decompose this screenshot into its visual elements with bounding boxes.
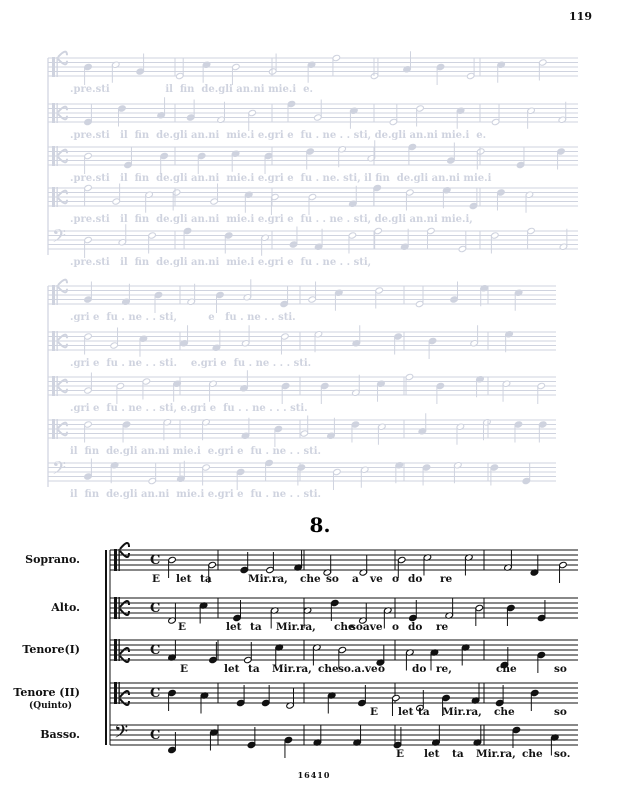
lyric-syllable: let (424, 748, 440, 760)
lyric-syllable: so (554, 706, 567, 718)
lyric-syllable: E (396, 748, 405, 760)
lyric-syllable: so (554, 663, 567, 675)
lyric-syllable: let (176, 573, 192, 585)
page-number: 119 (569, 10, 592, 23)
lyric-syllable: do (408, 621, 423, 633)
voice-name: Alto. (51, 601, 80, 614)
lyric-syllable: che (300, 573, 321, 585)
bass-clef-icon: 𝄢 (52, 458, 67, 484)
lyric-syllable: do (408, 573, 423, 585)
section-8-system (13, 543, 578, 760)
lyric-syllable: che (494, 706, 515, 718)
c-clef-icon (114, 639, 129, 662)
faded-system (48, 51, 578, 268)
lyric-syllable: E (152, 573, 161, 585)
time-signature: C (150, 553, 161, 568)
lyric-syllable: Mir.ra, (476, 748, 516, 760)
lyric-syllable: Mir.ra, (248, 573, 288, 585)
time-signature: C (150, 601, 161, 616)
c-clef-icon (52, 280, 67, 305)
faded-lyric: .gri e fu . ne . . sti. e.gri e fu . ne . . . sti. (70, 358, 312, 369)
lyric-syllable: E (180, 663, 189, 675)
faded-lyric: il fin de.gli an.ni mie.i e.gri e fu . ne . . sti. (70, 446, 322, 457)
voice-2 (50, 597, 578, 633)
lyric-syllable: so (326, 573, 339, 585)
voice-name: Tenore(I) (22, 643, 80, 656)
lyric-syllable: re, (436, 663, 452, 675)
voice-4 (13, 682, 578, 718)
c-clef-icon (114, 543, 129, 571)
lyric-syllable: E (370, 706, 379, 718)
time-signature: C (150, 686, 161, 701)
lyric-syllable: let (224, 663, 240, 675)
lyric-syllable: che (334, 621, 355, 633)
faded-system (48, 279, 556, 500)
plate-number: 16410 (297, 770, 331, 780)
lyric-syllable: do (412, 663, 427, 675)
faded-lyric: .gri e fu . ne . . sti, e fu . ne . . sti. (70, 312, 296, 323)
lyric-syllable: che (318, 663, 339, 675)
lyric-syllable: Mir.ra, (272, 663, 312, 675)
faded-lyric: .pre.sti il fin de.gli an.ni mie.i e.gri e fu . . ne . sti, de.gli an.ni mie.i, (70, 214, 473, 225)
lyric-syllable: che (522, 748, 543, 760)
lyric-syllable: o (392, 573, 400, 585)
voice-5 (40, 722, 578, 760)
lyric-syllable: so. (554, 748, 571, 760)
lyric-syllable: Mir.ra, (276, 621, 316, 633)
lyric-syllable: so.a.ve (338, 663, 378, 675)
section-number: 8. (309, 513, 331, 537)
voice-name: Basso. (40, 728, 80, 741)
lyric-syllable: ta (250, 621, 262, 633)
lyric-syllable: che (496, 663, 517, 675)
faded-lyric: .gri e fu . ne . . sti, e.gri e fu . . ne . . . sti. (70, 403, 308, 414)
bass-clef-icon: 𝄢 (52, 226, 67, 252)
lyric-syllable: re (440, 573, 453, 585)
faded-lyric: il fin de.gli an.ni mie.i e.gri e fu . ne . . sti. (70, 489, 322, 500)
faded-lyric: .pre.sti il fin de.gli an.ni mie.i e.gri e fu . ne . . sti, (70, 257, 372, 268)
voice-name: Tenore (II) (13, 686, 80, 699)
voice-name: Soprano. (25, 553, 80, 566)
lyric-syllable: a (352, 573, 359, 585)
lyric-syllable: ta (418, 706, 430, 718)
lyric-syllable: ta (200, 573, 212, 585)
lyric-syllable: ta (452, 748, 464, 760)
lyric-syllable: E (178, 621, 187, 633)
bass-clef-icon: 𝄢 (114, 722, 129, 747)
lyric-syllable: ta (248, 663, 260, 675)
c-clef-icon (52, 52, 67, 77)
time-signature: C (150, 643, 161, 658)
lyric-syllable: re (436, 621, 449, 633)
lyric-syllable: soave (350, 621, 383, 633)
lyric-syllable: let (398, 706, 414, 718)
lyric-syllable: o (378, 663, 386, 675)
c-clef-icon (114, 682, 129, 705)
voice-1 (25, 543, 578, 585)
voice-subname: (Quinto) (28, 701, 72, 711)
faded-lyric: .pre.sti il fin de.gli an.ni mie.i e.gri e fu . ne. sti, il fin de.gli an.ni mie.i (70, 173, 492, 184)
lyric-syllable: let (226, 621, 242, 633)
faded-lyric: .pre.sti il fin de.gli an.ni mie.i e.gri e fu . ne . . sti, de.gli an.ni mie.i e. (70, 130, 487, 141)
time-signature: C (150, 728, 161, 743)
faded-previous-systems (48, 51, 578, 500)
lyric-syllable: ve (370, 573, 383, 585)
lyric-syllable: Mir.ra, (442, 706, 482, 718)
faded-lyric: .pre.sti il fin de.gli an.ni mie.i e. (70, 84, 313, 95)
lyric-syllable: o (392, 621, 400, 633)
